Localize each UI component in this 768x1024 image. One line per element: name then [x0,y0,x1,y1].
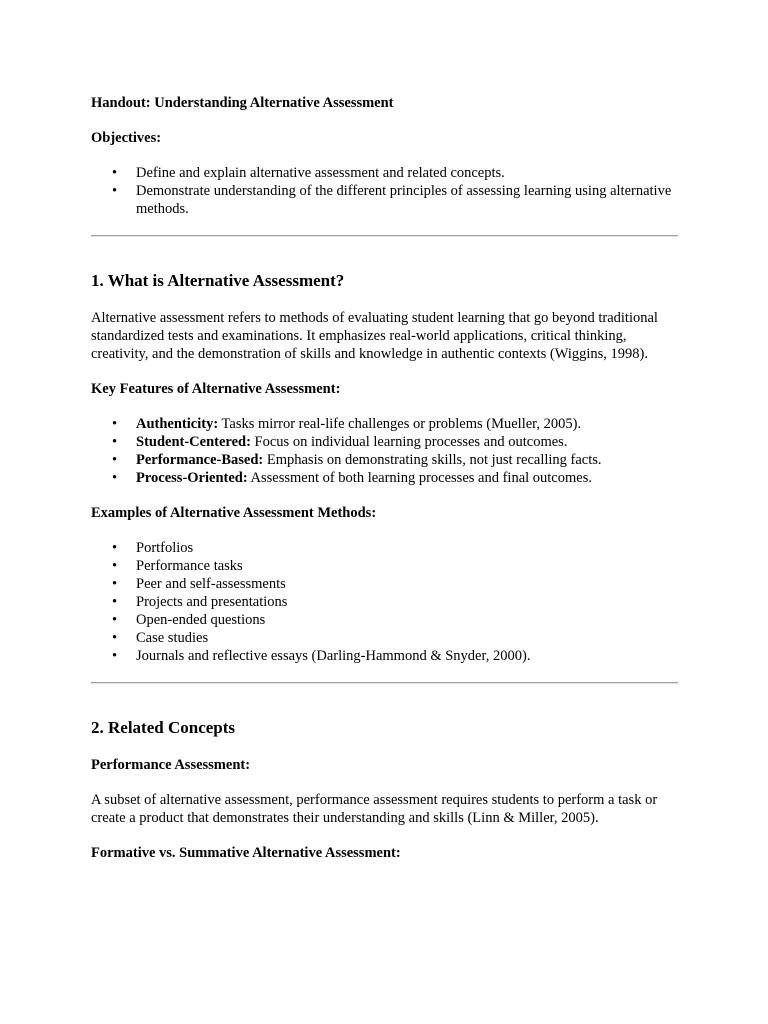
list-item: • Demonstrate understanding of the different principles of assessing learning using alternative methods. [91,182,678,218]
list-item: • Projects and presentations [91,593,678,611]
feature-term: Process-Oriented: [136,470,248,486]
performance-assessment-paragraph: A subset of alternative assessment, performance assessment requires students to perform a task or create a product that demonstrates their understanding and skills (Linn & Miller, 2005). [91,792,658,826]
feature-term: Authenticity: [136,416,219,432]
feature-text: Focus on individual learning processes and outcomes. [250,434,568,450]
document-content [91,94,678,862]
list-item: • Define and explain alternative assessment and related concepts. [91,164,678,182]
performance-assessment-label: Performance Assessment: [91,757,251,773]
feature-text: Emphasis on demonstrating skills, not just recalling facts. [263,452,602,468]
horizontal-divider [91,682,678,684]
feature-text: Tasks mirror real-life challenges or problems (Mueller, 2005). [218,416,582,432]
section-1-paragraph: Alternative assessment refers to methods of evaluating student learning that go beyond traditional standardized tests and examinations. It emphasizes real-world applications, critical thinking, creativity, and the demonstration of skills and knowledge in authentic contexts (Wiggins, 1998). [91,310,658,362]
feature-text: Assessment of both learning processes and final outcomes. [247,470,592,486]
list-item [91,433,678,451]
list-item [91,415,678,433]
feature-term: Performance-Based: [136,452,264,468]
objectives-list [91,164,678,218]
list-item [91,451,678,469]
horizontal-divider [91,235,678,237]
list-item [91,469,678,487]
list-item: • Journals and reflective essays (Darling-Hammond & Snyder, 2000). [91,647,678,665]
section-1-heading: 1. What is Alternative Assessment? [91,271,345,290]
examples-label: Examples of Alternative Assessment Methods: [91,505,377,521]
feature-term: Student-Centered: [136,434,251,450]
key-features-label: Key Features of Alternative Assessment: [91,381,341,397]
formative-summative-label: Formative vs. Summative Alternative Assessment: [91,845,401,861]
list-item: • Peer and self-assessments [91,575,678,593]
objectives-label: Objectives: [91,130,162,146]
key-features-list [91,415,678,487]
list-item: • Performance tasks [91,557,678,575]
list-item: • Case studies [91,629,678,647]
list-item: • Open-ended questions [91,611,678,629]
section-2-heading: 2. Related Concepts [91,718,236,737]
document-title: Handout: Understanding Alternative Assessment [91,95,394,111]
list-item: • Portfolios [91,539,678,557]
examples-list [91,539,678,665]
